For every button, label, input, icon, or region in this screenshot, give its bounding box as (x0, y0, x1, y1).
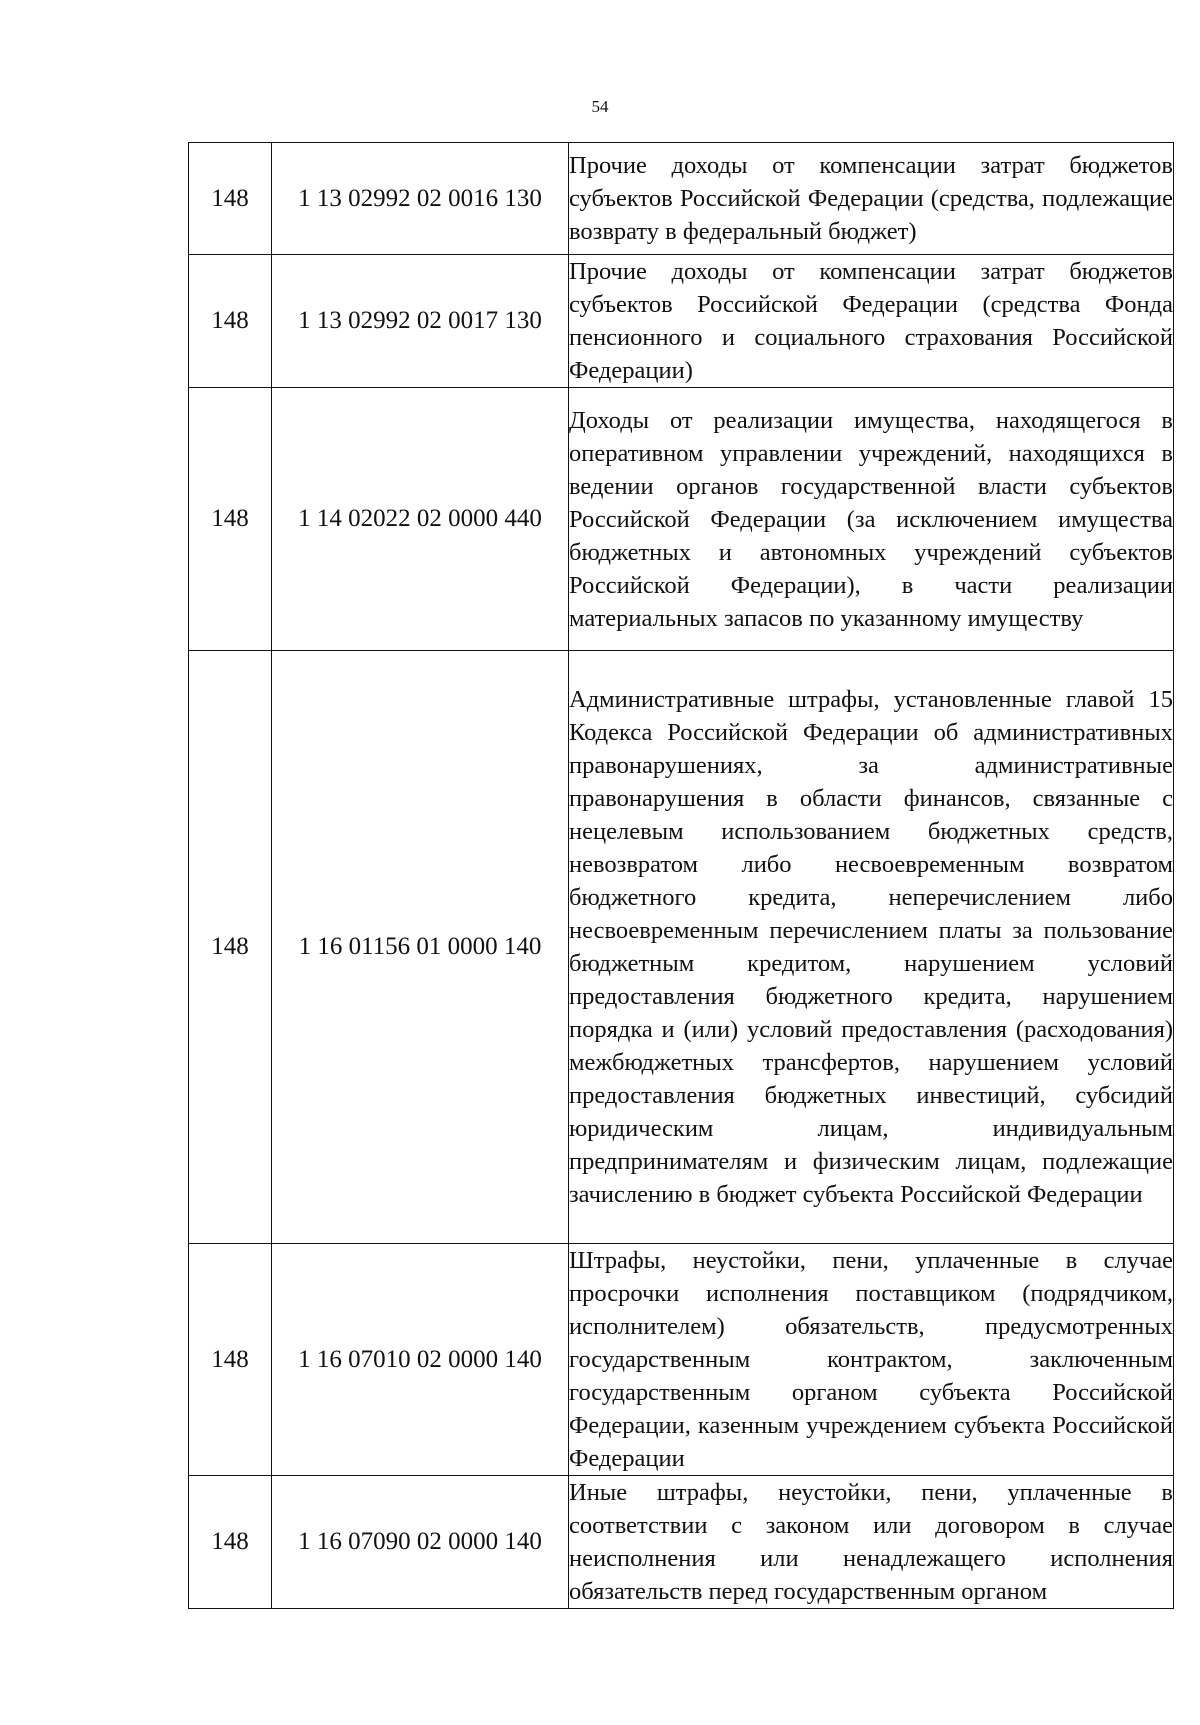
budget-code-cell: 1 13 02992 02 0016 130 (272, 143, 569, 255)
table-row (189, 388, 1174, 651)
table-row (189, 1244, 1174, 1476)
budget-code-cell: 1 14 02022 02 0000 440 (272, 388, 569, 651)
budget-code-cell: 1 16 07010 02 0000 140 (272, 1244, 569, 1476)
income-description-cell: Иные штрафы, неустойки, пени, уплаченные в соответствии с законом или договором в случае неисполнения или ненадлежащего исполнения обязательств перед государственным органом (569, 1476, 1174, 1609)
budget-code-cell: 1 13 02992 02 0017 130 (272, 255, 569, 388)
administrator-code-cell: 148 (189, 388, 272, 651)
table-row (189, 255, 1174, 388)
administrator-code-cell: 148 (189, 1476, 272, 1609)
budget-classification-table (188, 142, 1174, 1609)
income-description-cell: Прочие доходы от компенсации затрат бюджетов субъектов Российской Федерации (средства Фонда пенсионного и социального страхования Российской Федерации) (569, 255, 1174, 388)
table-row (189, 143, 1174, 255)
income-description-cell: Прочие доходы от компенсации затрат бюджетов субъектов Российской Федерации (средства, подлежащие возврату в федеральный бюджет) (569, 143, 1174, 255)
table-row (189, 1476, 1174, 1609)
page-number: 54 (591, 97, 609, 116)
table-body (189, 143, 1174, 1609)
budget-code-cell: 1 16 01156 01 0000 140 (272, 651, 569, 1244)
budget-code-cell: 1 16 07090 02 0000 140 (272, 1476, 569, 1609)
table-row (189, 651, 1174, 1244)
income-description-cell: Доходы от реализации имущества, находящегося в оперативном управлении учреждений, находящихся в ведении органов государственной власти субъектов Российской Федерации (за исключением имущества бюджетных и автономных учреждений субъектов Российской Федерации), в части реализации материальных запасов по указанному имуществу (569, 388, 1174, 651)
administrator-code-cell: 148 (189, 255, 272, 388)
income-description-cell: Административные штрафы, установленные главой 15 Кодекса Российской Федерации об административных правонарушениях, за административные правонарушения в области финансов, связанные с нецелевым использованием бюджетных средств, невозвратом либо несвоевременным возвратом бюджетного кредита, неперечислением либо несвоевременным перечислением платы за пользование бюджетным кредитом, нарушением условий предоставления бюджетного кредита, нарушением порядка и (или) условий предоставления (расходования) межбюджетных трансфертов, нарушением условий предоставления бюджетных инвестиций, субсидий юридическим лицам, индивидуальным предпринимателям и физическим лицам, подлежащие зачислению в бюджет субъекта Российской Федерации (569, 651, 1174, 1244)
administrator-code-cell: 148 (189, 1244, 272, 1476)
administrator-code-cell: 148 (189, 143, 272, 255)
administrator-code-cell: 148 (189, 651, 272, 1244)
income-description-cell: Штрафы, неустойки, пени, уплаченные в случае просрочки исполнения поставщиком (подрядчиком, исполнителем) обязательств, предусмотренных государственным контрактом, заключенным государственным органом субъекта Российской Федерации, казенным учреждением субъекта Российской Федерации (569, 1244, 1174, 1476)
